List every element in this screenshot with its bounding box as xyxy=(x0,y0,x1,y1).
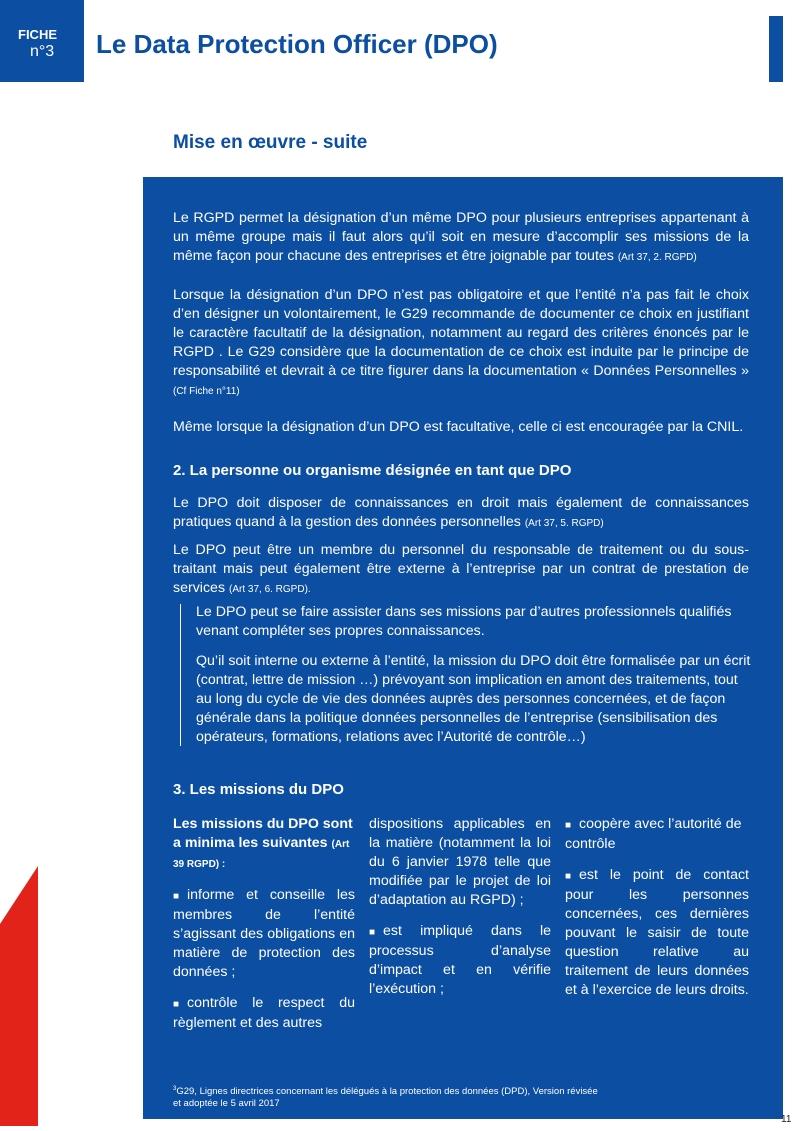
square-bullet-icon: ■ xyxy=(173,999,180,1010)
red-accent-shape xyxy=(0,866,40,1126)
square-bullet-icon: ■ xyxy=(565,871,572,882)
intro-paragraph-3: Même lorsque la désignation d’un DPO est facultative, celle ci est encouragée par la CNIL. xyxy=(173,419,744,435)
mission-item: ■ informe et conseille les membres de l’entité s’agissant des obligations en matière de protection des données ; xyxy=(173,887,355,980)
article-reference: (Art 37, 6. RGPD). xyxy=(229,584,311,595)
article-reference: (Art 37, 5. RGPD) xyxy=(524,518,604,529)
fiche-number: n°3 xyxy=(30,43,55,60)
mission-item: ■ contrôle le respect du règlement et des autres xyxy=(173,995,355,1031)
quote-bar xyxy=(180,604,181,746)
mission-item: ■ est le point de contact pour les personnes concernées, ces dernières pouvant le saisir de toute question relative au traitement de leurs données et à l’exercice de leurs droits. xyxy=(565,867,749,998)
right-edge-tab xyxy=(769,16,783,82)
mission-item-continued: dispositions applicables en la matière (notamment la loi du 6 janvier 1978 telle que modifiée par le projet de loi d’adaptation au RGPD) ; xyxy=(369,816,551,908)
page-number: 11 xyxy=(781,1114,792,1125)
mission-item: ■ coopère avec l’autorité de contrôle xyxy=(565,816,742,852)
section-2-paragraph-2: Le DPO peut être un membre du personnel du responsable de traitement ou du sous-traitant mais peut également être externe à l’entreprise par un contrat de prestation de services (Art 37, 6. RGPD). xyxy=(173,542,749,596)
missions-column-1 xyxy=(173,815,355,1033)
intro-paragraph-2: Lorsque la désignation d’un DPO n’est pas obligatoire et que l’entité n’a pas fait le choix d’en désigner un volontairement, le G29 recommande de documenter ce choix en justifiant le caractère facultatif de la désignation, notamment au regard des critères énoncés par le RGPD . Le G29 considère que la documentation de ce choix est induite par le principe de responsabilité et devrait à ce titre figurer dans la documentation « Données Personnelles » (Cf Fiche n°11) xyxy=(173,287,749,397)
page-title: Le Data Protection Officer (DPO) xyxy=(96,29,498,59)
square-bullet-icon: ■ xyxy=(369,927,376,938)
footnote: $^3$G29, Lignes directrices concernant les délégués à la protection des données (DPD), Version révisée et adoptée le 5 avril 2017 xyxy=(173,1086,598,1110)
footnote-marker: 3 xyxy=(173,1086,177,1092)
fiche-label: FICHE xyxy=(18,27,57,42)
square-bullet-icon: ■ xyxy=(565,820,572,831)
missions-intro: Les missions du DPO sont a minima les suivantes (Art 39 RGPD) : xyxy=(173,816,353,870)
section-2-heading: 2. La personne ou organisme désignée en tant que DPO xyxy=(173,462,572,479)
section-2-paragraph-1: Le DPO doit disposer de connaissances en droit mais également de connaissances pratiques quand à la gestion des données personnelles (Art 37, 5. RGPD) xyxy=(173,495,749,530)
missions-column-2 xyxy=(369,815,551,999)
fiche-reference: (Cf Fiche n°11) xyxy=(173,386,240,397)
section-2-quote-1: Le DPO peut se faire assister dans ses missions par d’autres professionnels qualifiés venant compléter ses propres connaissances. xyxy=(196,604,732,639)
square-bullet-icon: ■ xyxy=(173,891,180,902)
missions-column-3 xyxy=(565,815,749,1000)
intro-paragraph-1: Le RGPD permet la désignation d’un même DPO pour plusieurs entreprises appartenant à un même groupe mais il faut alors qu’il soit en mesure d’accomplir ses missions de la même façon pour chacune des entreprises et être joignable par toutes (Art 37, 2. RGPD) xyxy=(173,210,749,264)
mission-item: ■ est impliqué dans le processus d’analyse d’impact et en vérifie l’exécution ; xyxy=(369,923,551,997)
fiche-badge xyxy=(0,0,84,82)
section-3-heading: 3. Les missions du DPO xyxy=(173,781,344,798)
section-title: Mise en œuvre - suite xyxy=(173,132,368,153)
section-2-quote-2: Qu’il soit interne ou externe à l’entité, la mission du DPO doit être formalisée par un écrit (contrat, lettre de mission …) prévoyant son implication en amont des traitements, tout au long du cycle de vie des données auprès des personnes concernées, et de façon générale dans la politique données personnelles de l’entreprise (sensibilisation des opérateurs, formations, relations avec l’Autorité de contrôle…) xyxy=(196,653,751,745)
article-reference: (Art 37, 2. RGPD) xyxy=(617,252,697,263)
